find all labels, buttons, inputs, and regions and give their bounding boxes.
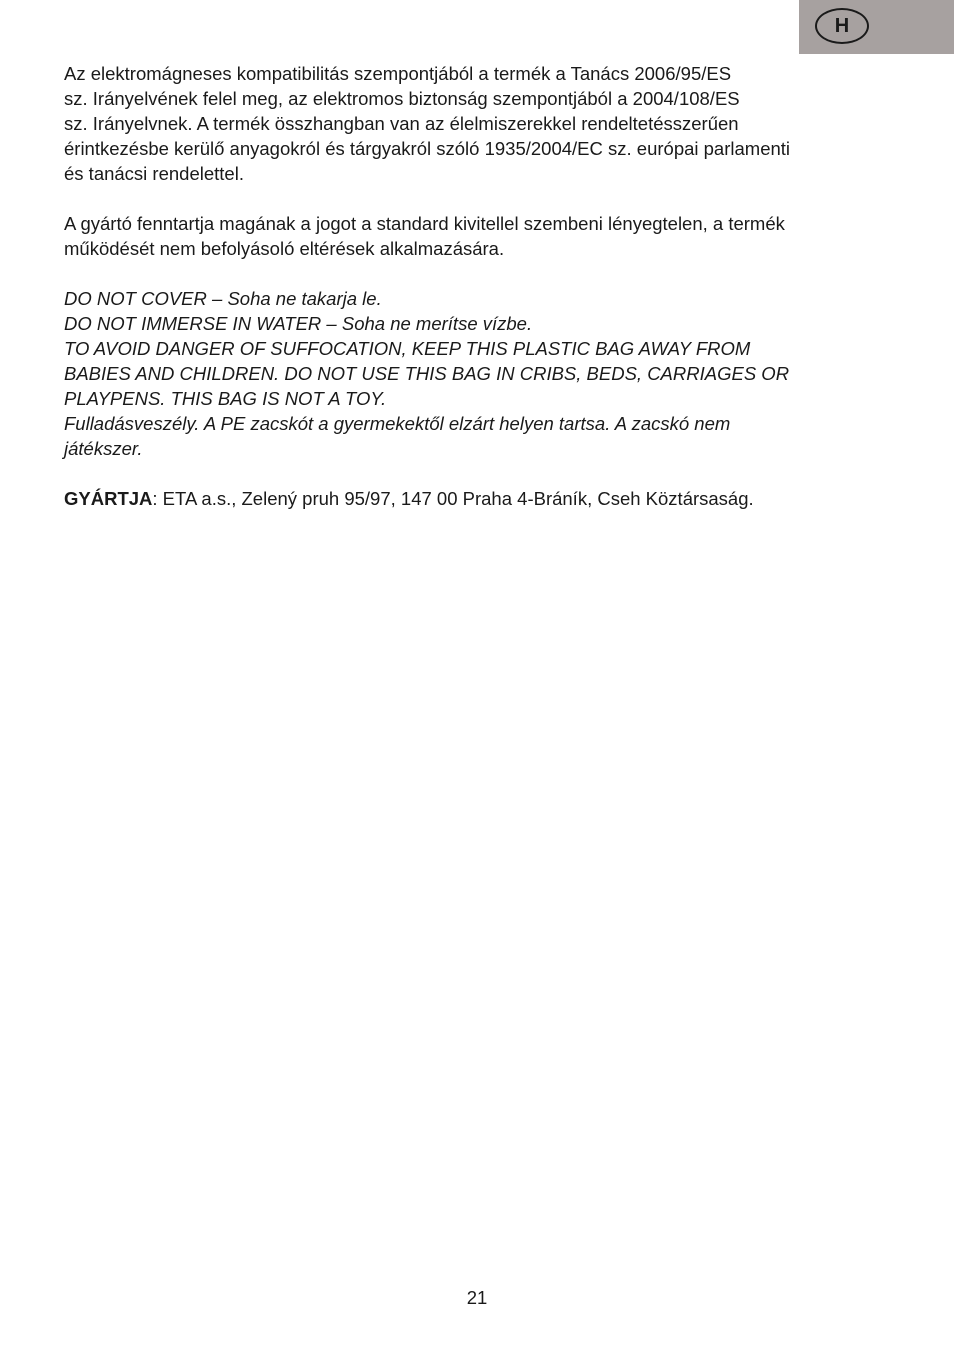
warning-line: Fulladásveszély. A PE zacskót a gyermekektől elzárt helyen tartsa. A zacskó nem xyxy=(64,413,731,434)
paragraph-line: érintkezésbe kerülő anyagokról és tárgyakról szóló 1935/2004/EC sz. európai parlamenti xyxy=(64,138,791,159)
page-number: 21 xyxy=(466,1287,488,1308)
paragraph-line: sz. Irányelvnek. A termék összhangban van az élelmiszerekkel rendeltetésszerűen xyxy=(64,113,739,134)
paragraph-line: és tanácsi rendelettel. xyxy=(64,163,244,184)
warning-line: DO NOT COVER – Soha ne takarja le. xyxy=(64,288,382,309)
manufacturer-label: GYÁRTJA xyxy=(64,488,153,509)
language-tab xyxy=(799,0,954,54)
warning-line: TO AVOID DANGER OF SUFFOCATION, KEEP THIS PLASTIC BAG AWAY FROM xyxy=(64,338,751,359)
paragraph-line: A gyártó fenntartja magának a jogot a standard kivitellel szembeni lényegtelen, a termék xyxy=(64,213,785,234)
manufacturer-address: : ETA a.s., Zelený pruh 95/97, 147 00 Praha 4-Bráník, Cseh Köztársaság. xyxy=(152,488,754,509)
paragraph-gap xyxy=(64,186,884,211)
language-badge: H xyxy=(815,8,869,44)
warnings-block xyxy=(64,286,884,461)
manufacturer-rights-paragraph xyxy=(64,211,884,261)
paragraph-gap xyxy=(64,261,884,286)
warning-line: játékszer. xyxy=(64,438,143,459)
manufacturer-line xyxy=(64,486,884,511)
warning-line: BABIES AND CHILDREN. DO NOT USE THIS BAG IN CRIBS, BEDS, CARRIAGES OR xyxy=(64,363,790,384)
paragraph-line: Az elektromágneses kompatibilitás szempontjából a termék a Tanács 2006/95/ES xyxy=(64,63,732,84)
paragraph-gap xyxy=(64,461,884,486)
warning-line: DO NOT IMMERSE IN WATER – Soha ne merítse vízbe. xyxy=(64,313,533,334)
paragraph-line: sz. Irányelvének felel meg, az elektromos biztonság szempontjából a 2004/108/ES xyxy=(64,88,740,109)
compliance-paragraph xyxy=(64,61,884,186)
document-body xyxy=(64,61,884,511)
warning-line: PLAYPENS. THIS BAG IS NOT A TOY. xyxy=(64,388,387,409)
paragraph-line: működését nem befolyásoló eltérések alkalmazására. xyxy=(64,238,505,259)
